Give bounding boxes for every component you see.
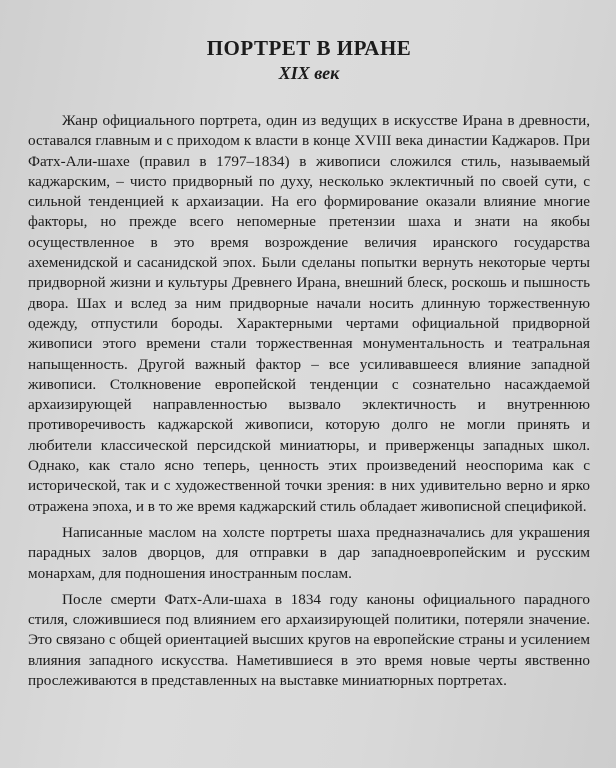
paragraph-2: Написанные маслом на холсте портреты шаха предназначались для украшения парадных залов дворцов, для отправки в дар западноевропейским и русским монархам, для подношения иностранным послам. — [28, 523, 590, 582]
text-body — [28, 111, 590, 691]
page-subtitle: XIX век — [278, 63, 340, 83]
page-title: ПОРТРЕТ В ИРАНЕ — [206, 36, 412, 60]
paragraph-3: После смерти Фатх-Али-шаха в 1834 году каноны официального парадного стиля, сложившиеся под влиянием его архаизирующей политики, потеряли значение. Это связано с общей ориентацией высших кругов на европейские страны и усилением влияния западного искусства. Наметившиеся в это время новые черты явственно прослеживаются в представленных на выставке миниатюрных портретах. — [28, 590, 590, 690]
paragraph-1: Жанр официального портрета, один из ведущих в искусстве Ирана в древности, оставался главным и с приходом к власти в конце XVIII века династии Каджаров. При Фатх-Али-шахе (правил в 1797–1834) в живописи сложился стиль, называемый каджарским, – чисто придворный по духу, несколько эклектичный по своей сути, с сильной тенденцией к архаизации. На его формирование оказали влияние многие факторы, но прежде всего непомерные претензии шаха и знати на якобы осуществленное в это время возрождение величия иранского государства ахеменидской и сасанидской эпох. Были сделаны попытки вернуть некоторые черты придворной жизни и культуры Древнего Ирана, внешний блеск, роскошь и пышность двора. Шах и вслед за ним придворные начали носить длинную торжественную одежду, отпустили бороды. Характерными чертами официальной придворной живописи этого времени стали торжественная монументальность и театральная напыщенность. Другой важный фактор – все усиливавшееся влияние западной живописи. Столкновение европейской тенденции с сознательно насаждаемой архаизирующей направленностью вызвало эклектичность и внутреннюю противоречивость каджарской живописи, которую долго не могли принять и любители классической персидской миниатюры, и приверженцы западных школ. Однако, как стало ясно теперь, ценность этих произведений неоспорима как с исторической, так и с художественной точки зрения: в них удивительно верно и ярко отражена эпоха, и в то же время каджарский стиль обладает живописной спецификой. — [28, 112, 590, 515]
